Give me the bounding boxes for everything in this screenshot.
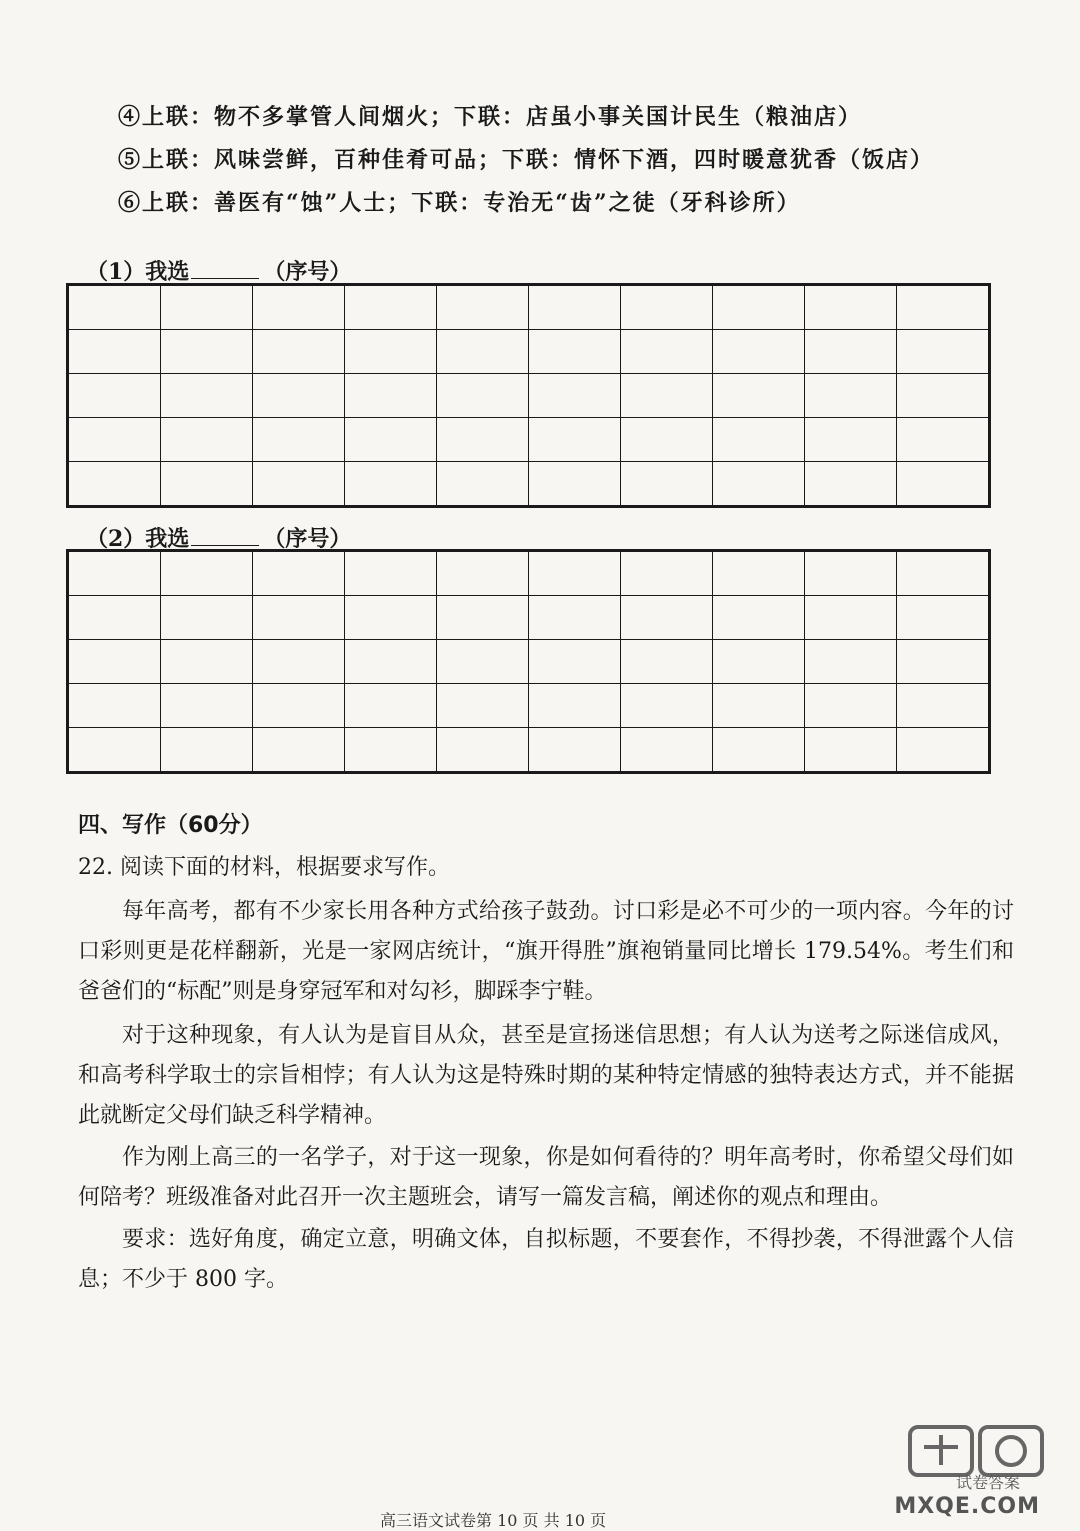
grid-row: [68, 684, 990, 728]
grid-cell[interactable]: [897, 684, 990, 728]
grid-row: [68, 285, 990, 330]
grid-cell[interactable]: [529, 684, 621, 728]
grid-cell[interactable]: [345, 330, 437, 374]
grid-cell[interactable]: [345, 462, 437, 507]
grid-cell[interactable]: [897, 596, 990, 640]
grid-row: [68, 596, 990, 640]
grid-cell[interactable]: [713, 285, 805, 330]
grid-cell[interactable]: [161, 596, 253, 640]
grid-cell[interactable]: [437, 374, 529, 418]
grid-cell[interactable]: [805, 551, 897, 596]
grid-cell[interactable]: [529, 596, 621, 640]
grid-cell[interactable]: [68, 462, 161, 507]
grid-cell[interactable]: [529, 462, 621, 507]
grid-cell[interactable]: [253, 596, 345, 640]
section-title: 四、写作（60分）: [78, 813, 263, 838]
grid-cell[interactable]: [161, 462, 253, 507]
grid-cell[interactable]: [68, 551, 161, 596]
grid-cell[interactable]: [621, 374, 713, 418]
grid-cell[interactable]: [161, 684, 253, 728]
grid-cell[interactable]: [897, 462, 990, 507]
grid-cell[interactable]: [713, 551, 805, 596]
couplet-4: ④上联：物不多掌管人间烟火；下联：店虽小事关国计民生（粮油店）: [118, 104, 863, 130]
material-paragraph-3: 作为刚上高三的一名学子，对于这一现象，你是如何看待的？明年高考时，你希望父母们如何陪考？班级准备对此召开一次主题班会，请写一篇发言稿，阐述你的观点和理由。: [78, 1145, 1014, 1210]
grid-cell[interactable]: [68, 285, 161, 330]
grid-row: [68, 462, 990, 507]
grid-row: [68, 374, 990, 418]
grid-cell[interactable]: [161, 285, 253, 330]
grid-cell[interactable]: [253, 640, 345, 684]
grid-cell[interactable]: [437, 462, 529, 507]
grid-cell[interactable]: [68, 418, 161, 462]
question-title: 22. 阅读下面的材料，根据要求写作。: [78, 855, 450, 880]
grid-cell[interactable]: [68, 684, 161, 728]
grid-cell[interactable]: [68, 728, 161, 773]
couplet-6: ⑥上联：善医有“蚀”人士；下联：专治无“齿”之徒（牙科诊所）: [118, 190, 801, 216]
grid-cell[interactable]: [253, 418, 345, 462]
grid-cell[interactable]: [345, 596, 437, 640]
grid-cell[interactable]: [437, 285, 529, 330]
writing-grid-1: [66, 283, 991, 508]
grid-cell[interactable]: [897, 285, 990, 330]
grid-cell[interactable]: [161, 640, 253, 684]
grid-cell[interactable]: [897, 330, 990, 374]
grid-cell[interactable]: [805, 684, 897, 728]
grid-cell[interactable]: [897, 640, 990, 684]
grid-cell[interactable]: [805, 728, 897, 773]
grid-row: [68, 330, 990, 374]
grid-cell[interactable]: [713, 728, 805, 773]
grid-cell[interactable]: [437, 728, 529, 773]
select-prefix: （2）我选: [86, 526, 190, 552]
grid-cell[interactable]: [621, 596, 713, 640]
grid-cell[interactable]: [253, 684, 345, 728]
grid-cell[interactable]: [345, 418, 437, 462]
grid-row: [68, 640, 990, 684]
grid-cell[interactable]: [621, 640, 713, 684]
grid-cell[interactable]: [805, 330, 897, 374]
grid-cell[interactable]: [345, 551, 437, 596]
grid-cell[interactable]: [805, 462, 897, 507]
writing-grid-2: [66, 549, 991, 774]
grid-cell[interactable]: [529, 330, 621, 374]
grid-cell[interactable]: [345, 374, 437, 418]
grid-cell[interactable]: [345, 285, 437, 330]
grid-cell[interactable]: [345, 728, 437, 773]
grid-cell[interactable]: [161, 728, 253, 773]
grid-row: [68, 728, 990, 773]
couplet-5: ⑤上联：风味尝鲜，百种佳肴可品；下联：情怀下酒，四时暖意犹香（饭店）: [118, 147, 935, 173]
grid-cell[interactable]: [529, 728, 621, 773]
grid-cell[interactable]: [713, 462, 805, 507]
answer-blank[interactable]: [191, 258, 259, 279]
grid-cell[interactable]: [529, 640, 621, 684]
select-label-1: [86, 255, 351, 286]
grid-row: [68, 418, 990, 462]
grid-cell[interactable]: [621, 462, 713, 507]
grid-cell[interactable]: [345, 684, 437, 728]
grid-cell[interactable]: [897, 418, 990, 462]
grid-cell[interactable]: [713, 330, 805, 374]
grid-cell[interactable]: [437, 418, 529, 462]
grid-cell[interactable]: [897, 374, 990, 418]
grid-cell[interactable]: [68, 330, 161, 374]
grid-cell[interactable]: [805, 596, 897, 640]
grid-cell[interactable]: [529, 418, 621, 462]
grid-cell[interactable]: [713, 596, 805, 640]
grid-cell[interactable]: [621, 551, 713, 596]
grid-cell[interactable]: [621, 418, 713, 462]
grid-cell[interactable]: [253, 330, 345, 374]
grid-cell[interactable]: [897, 728, 990, 773]
grid-cell[interactable]: [529, 551, 621, 596]
grid-cell[interactable]: [805, 285, 897, 330]
grid-cell[interactable]: [713, 374, 805, 418]
grid-row: [68, 551, 990, 596]
material-paragraph-2: 对于这种现象，有人认为是盲目从众，甚至是宣扬迷信思想；有人认为送考之际迷信成风，和高考科学取士的宗旨相悖；有人认为这是特殊时期的某种特定情感的独特表达方式，并不能据此就断定父母们缺乏科学精神。: [78, 1023, 1014, 1128]
grid-cell[interactable]: [621, 285, 713, 330]
grid-cell[interactable]: [161, 551, 253, 596]
grid-cell[interactable]: [437, 684, 529, 728]
grid-cell[interactable]: [529, 285, 621, 330]
select-prefix: （1）我选: [86, 259, 190, 285]
grid-cell[interactable]: [253, 728, 345, 773]
answer-blank[interactable]: [191, 525, 259, 546]
grid-cell[interactable]: [805, 374, 897, 418]
page-footer: 高三语文试卷第 10 页 共 10 页: [380, 1511, 607, 1530]
grid-cell[interactable]: [68, 374, 161, 418]
grid-cell[interactable]: [437, 596, 529, 640]
grid-cell[interactable]: [805, 418, 897, 462]
grid-cell[interactable]: [253, 374, 345, 418]
grid-cell[interactable]: [437, 640, 529, 684]
grid-cell[interactable]: [437, 551, 529, 596]
grid-cell[interactable]: [161, 374, 253, 418]
watermark-site: MXQE.COM: [894, 1494, 1040, 1519]
grid-cell[interactable]: [253, 551, 345, 596]
grid-cell[interactable]: [161, 330, 253, 374]
grid-cell[interactable]: [713, 418, 805, 462]
grid-cell[interactable]: [345, 640, 437, 684]
material-paragraph-1: 每年高考，都有不少家长用各种方式给孩子鼓劲。讨口彩是必不可少的一项内容。今年的讨口彩则更是花样翻新，光是一家网店统计，“旗开得胜”旗袍销量同比增长 179.54%。考生们和爸爸们的“标配”则是身穿冠军和对勾衫，脚踩李宁鞋。: [78, 899, 1014, 1004]
grid-cell[interactable]: [68, 640, 161, 684]
grid-cell[interactable]: [621, 728, 713, 773]
select-suffix: （序号）: [263, 526, 352, 552]
grid-cell[interactable]: [621, 684, 713, 728]
requirements-paragraph: 要求：选好角度，确定立意，明确文体，自拟标题，不要套作，不得抄袭，不得泄露个人信息；不少于 800 字。: [78, 1227, 1014, 1292]
grid-cell[interactable]: [713, 684, 805, 728]
grid-cell[interactable]: [621, 330, 713, 374]
grid-cell[interactable]: [805, 640, 897, 684]
grid-cell[interactable]: [68, 596, 161, 640]
select-suffix: （序号）: [263, 259, 352, 285]
grid-cell[interactable]: [253, 462, 345, 507]
grid-cell[interactable]: [529, 374, 621, 418]
grid-cell[interactable]: [713, 640, 805, 684]
grid-cell[interactable]: [253, 285, 345, 330]
grid-cell[interactable]: [161, 418, 253, 462]
grid-cell[interactable]: [897, 551, 990, 596]
watermark-caption: 试卷答案: [955, 1473, 1020, 1492]
grid-cell[interactable]: [437, 330, 529, 374]
